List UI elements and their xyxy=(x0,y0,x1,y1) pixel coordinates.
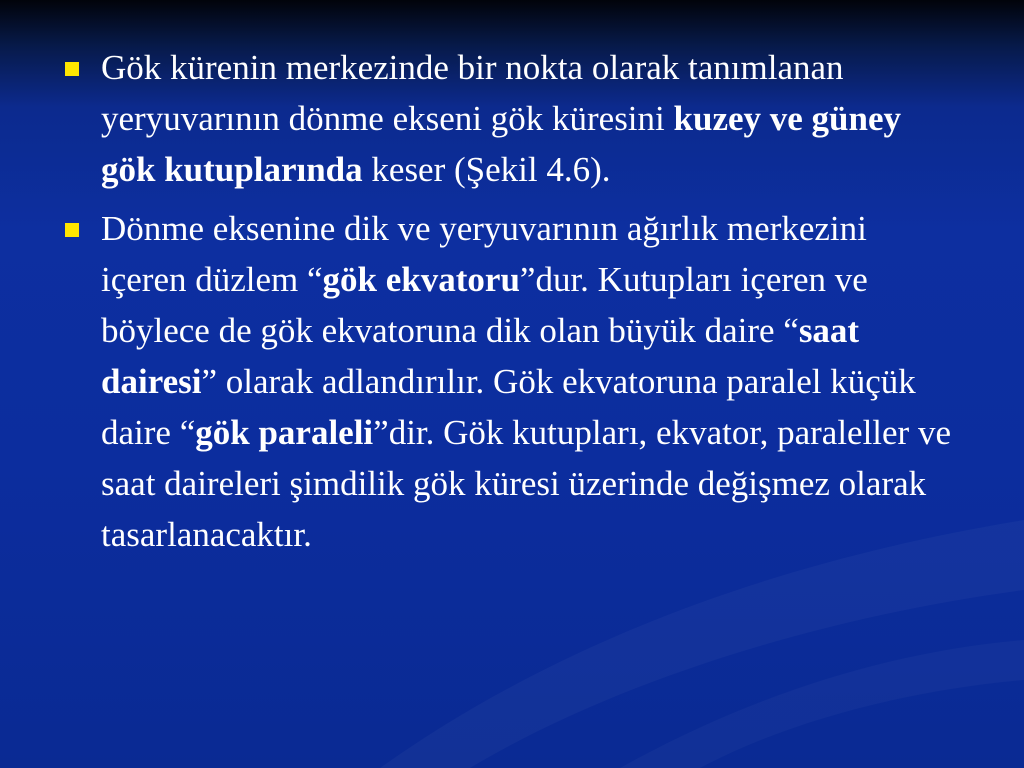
square-bullet-icon xyxy=(65,62,79,76)
text-segment: ” olarak adlandırılır. Gök ekvatoruna paralel küçük daire “ xyxy=(101,362,916,452)
bullet-list xyxy=(58,42,958,568)
text-segment: Gök kürenin merkezinde bir nokta olarak tanımlanan yeryuvarının dönme ekseni gök küresini xyxy=(101,48,844,138)
bullet-item xyxy=(58,42,958,195)
bold-term: saat dairesi xyxy=(101,311,860,401)
square-bullet-icon xyxy=(65,223,79,237)
bold-term: gök paraleli xyxy=(195,413,374,452)
text-segment: Dönme eksenine dik ve yeryuvarının ağırlık merkezini içeren düzlem “ xyxy=(101,209,867,299)
text-segment: ”dir. Gök kutupları, ekvator, paraleller ve saat daireleri şimdilik gök küresi üzerinde değişmez olarak tasarlanacaktır. xyxy=(101,413,951,554)
bullet-item xyxy=(58,203,958,560)
bullet-text xyxy=(101,48,901,189)
bold-term: gök ekvatoru xyxy=(322,260,520,299)
bold-term: kuzey ve güney gök kutuplarında xyxy=(101,99,902,189)
bullet-text xyxy=(101,209,951,554)
text-segment: ”dur. Kutupları içeren ve böylece de gök ekvatoruna dik olan büyük daire “ xyxy=(101,260,868,350)
text-segment: keser (Şekil 4.6). xyxy=(362,150,611,189)
